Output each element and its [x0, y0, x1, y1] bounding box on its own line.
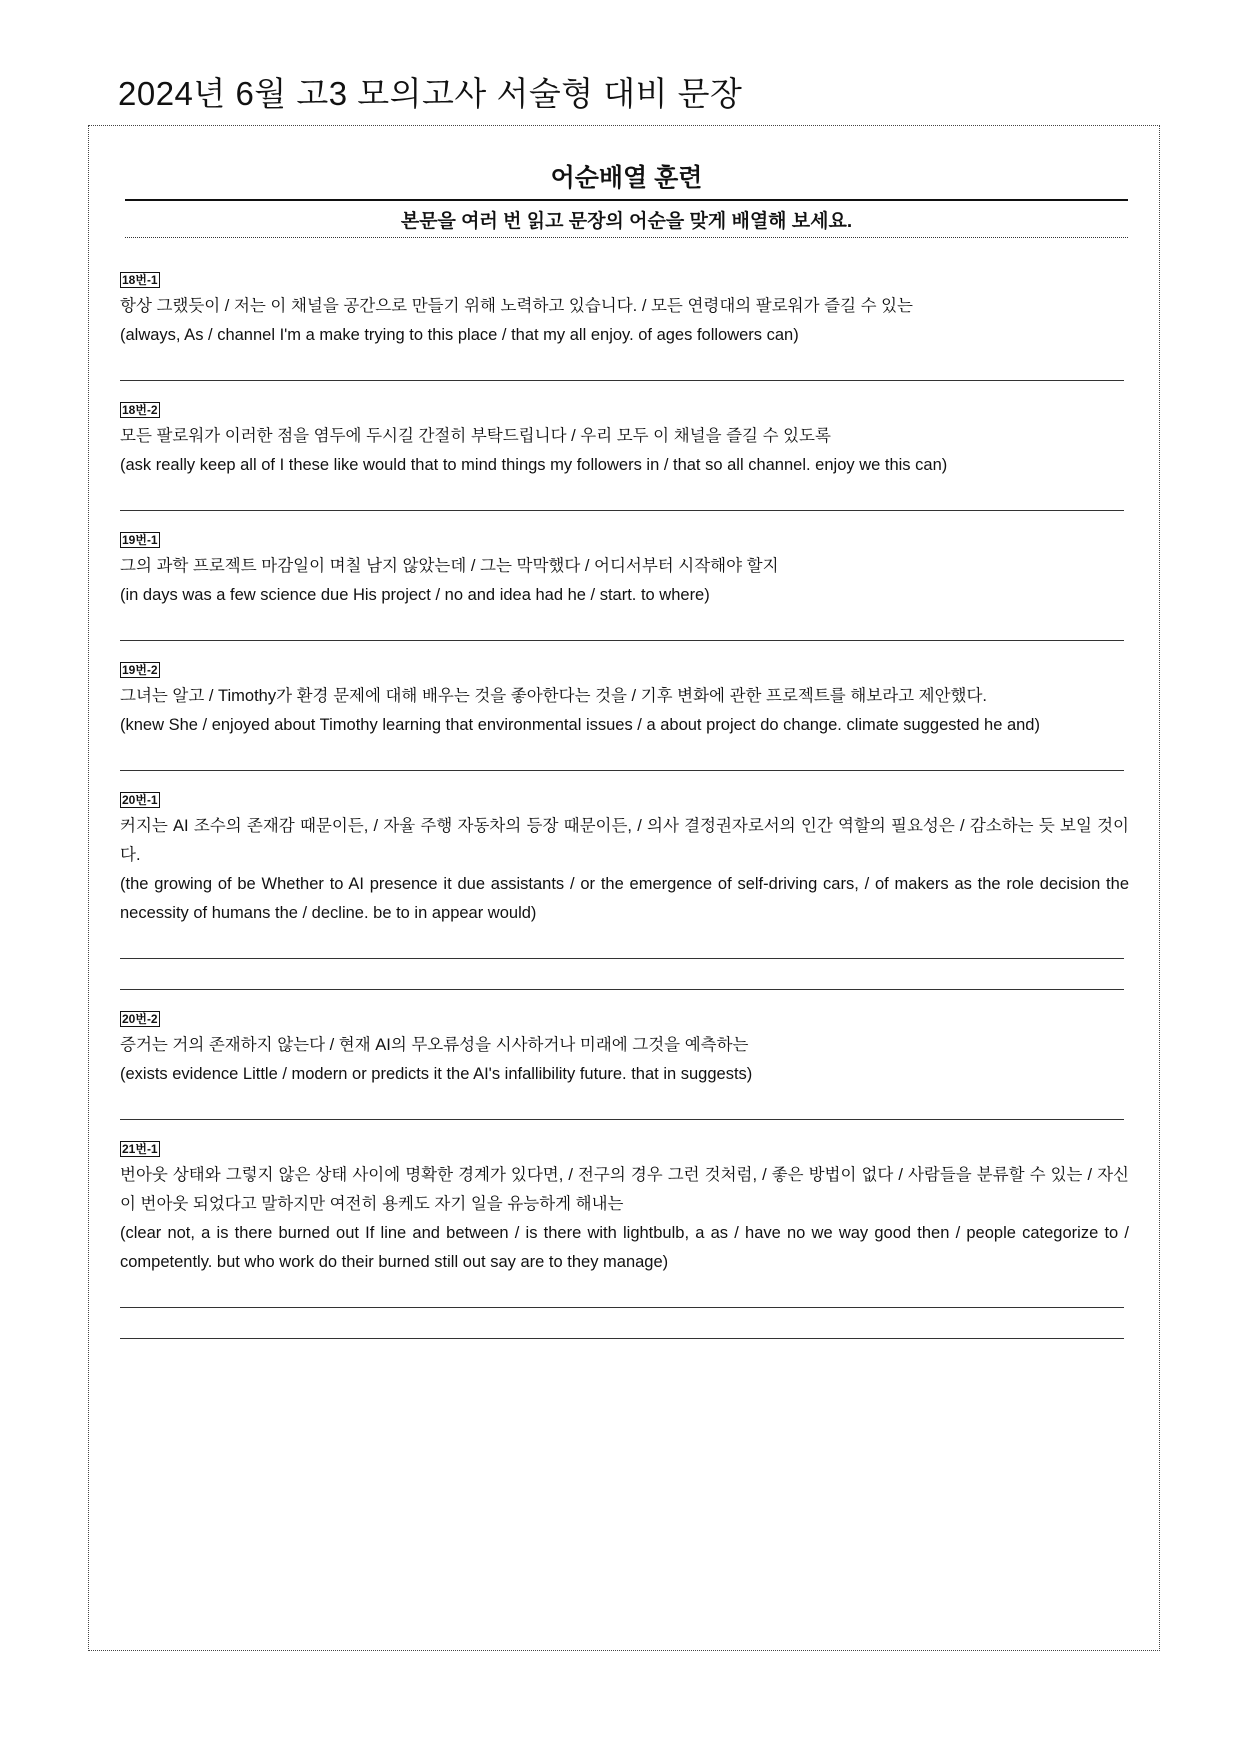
korean-translation: 커지는 AI 조수의 존재감 때문이든, / 자율 주행 자동차의 등장 때문이든, / 의사 결정권자로서의 인간 역할의 필요성은 / 감소하는 듯 보일 것이다.	[120, 817, 1129, 864]
answer-line[interactable]	[120, 1089, 1124, 1120]
korean-translation: 그의 과학 프로젝트 마감일이 며칠 남지 않았는데 / 그는 막막했다 / 어디서부터 시작해야 할지	[120, 557, 779, 575]
scrambled-words: (in days was a few science due His project / no and idea had he / start. to where)	[120, 586, 710, 604]
item-label: 20번-2	[122, 1012, 158, 1026]
answer-line[interactable]	[120, 928, 1124, 959]
scrambled-words: (knew She / enjoyed about Timothy learning that environmental issues / a about project do change. climate suggested he and)	[120, 716, 1040, 734]
answer-line[interactable]	[120, 959, 1124, 990]
exercise-item	[120, 1140, 1129, 1339]
worksheet-heading: 어순배열 훈련	[550, 164, 703, 192]
answer-line[interactable]	[120, 1308, 1124, 1339]
answer-line[interactable]	[120, 610, 1124, 641]
item-label: 18번-2	[122, 403, 158, 417]
item-label: 19번-1	[122, 533, 158, 547]
instruction-divider	[125, 237, 1128, 238]
item-label: 21번-1	[122, 1142, 158, 1156]
scrambled-words: (the growing of be Whether to AI presence it due assistants / or the emergence of self-driving cars, / of makers as the role decision the necessity of humans the / decline. be to in appear would)	[120, 875, 1129, 922]
item-label: 20번-1	[122, 793, 158, 807]
scrambled-words: (always, As / channel I'm a make trying to this place / that my all enjoy. of ages followers can)	[120, 326, 799, 344]
answer-line[interactable]	[120, 480, 1124, 511]
answer-line[interactable]	[120, 740, 1124, 771]
heading-divider	[125, 199, 1128, 201]
exercise-item	[120, 531, 1129, 641]
exercise-list	[120, 271, 1129, 1359]
document-title: 2024년 6월 고3 모의고사 서술형 대비 문장	[118, 75, 743, 112]
scrambled-words: (clear not, a is there burned out If line and between / is there with lightbulb, a as / have no we way good then / people categorize to / competently. but who work do their burned still out say are to they manage)	[120, 1224, 1129, 1271]
item-label: 18번-1	[122, 273, 158, 287]
worksheet-box	[88, 125, 1160, 1651]
exercise-item	[120, 661, 1129, 771]
item-label: 19번-2	[122, 663, 158, 677]
answer-line[interactable]	[120, 1277, 1124, 1308]
korean-translation: 번아웃 상태와 그렇지 않은 상태 사이에 명확한 경계가 있다면, / 전구의 경우 그런 것처럼, / 좋은 방법이 없다 / 사람들을 분류할 수 있는 / 자신이 번아웃 되었다고 말하지만 여전히 용케도 자기 일을 유능하게 해내는	[120, 1166, 1129, 1213]
scrambled-words: (exists evidence Little / modern or predicts it the AI's infallibility future. that in suggests)	[120, 1065, 753, 1083]
exercise-item	[120, 791, 1129, 990]
scrambled-words: (ask really keep all of I these like would that to mind things my followers in / that so all channel. enjoy we this can)	[120, 456, 948, 474]
korean-translation: 항상 그랬듯이 / 저는 이 채널을 공간으로 만들기 위해 노력하고 있습니다. / 모든 연령대의 팔로워가 즐길 수 있는	[120, 297, 914, 315]
instruction-text: 본문을 여러 번 읽고 문장의 어순을 맞게 배열해 보세요.	[400, 211, 853, 232]
korean-translation: 증거는 거의 존재하지 않는다 / 현재 AI의 무오류성을 시사하거나 미래에 그것을 예측하는	[120, 1036, 749, 1054]
exercise-item	[120, 401, 1129, 511]
exercise-item	[120, 271, 1129, 381]
korean-translation: 그녀는 알고 / Timothy가 환경 문제에 대해 배우는 것을 좋아한다는 것을 / 기후 변화에 관한 프로젝트를 해보라고 제안했다.	[120, 687, 988, 705]
exercise-item	[120, 1010, 1129, 1120]
korean-translation: 모든 팔로워가 이러한 점을 염두에 두시길 간절히 부탁드립니다 / 우리 모두 이 채널을 즐길 수 있도록	[120, 427, 831, 445]
answer-line[interactable]	[120, 350, 1124, 381]
